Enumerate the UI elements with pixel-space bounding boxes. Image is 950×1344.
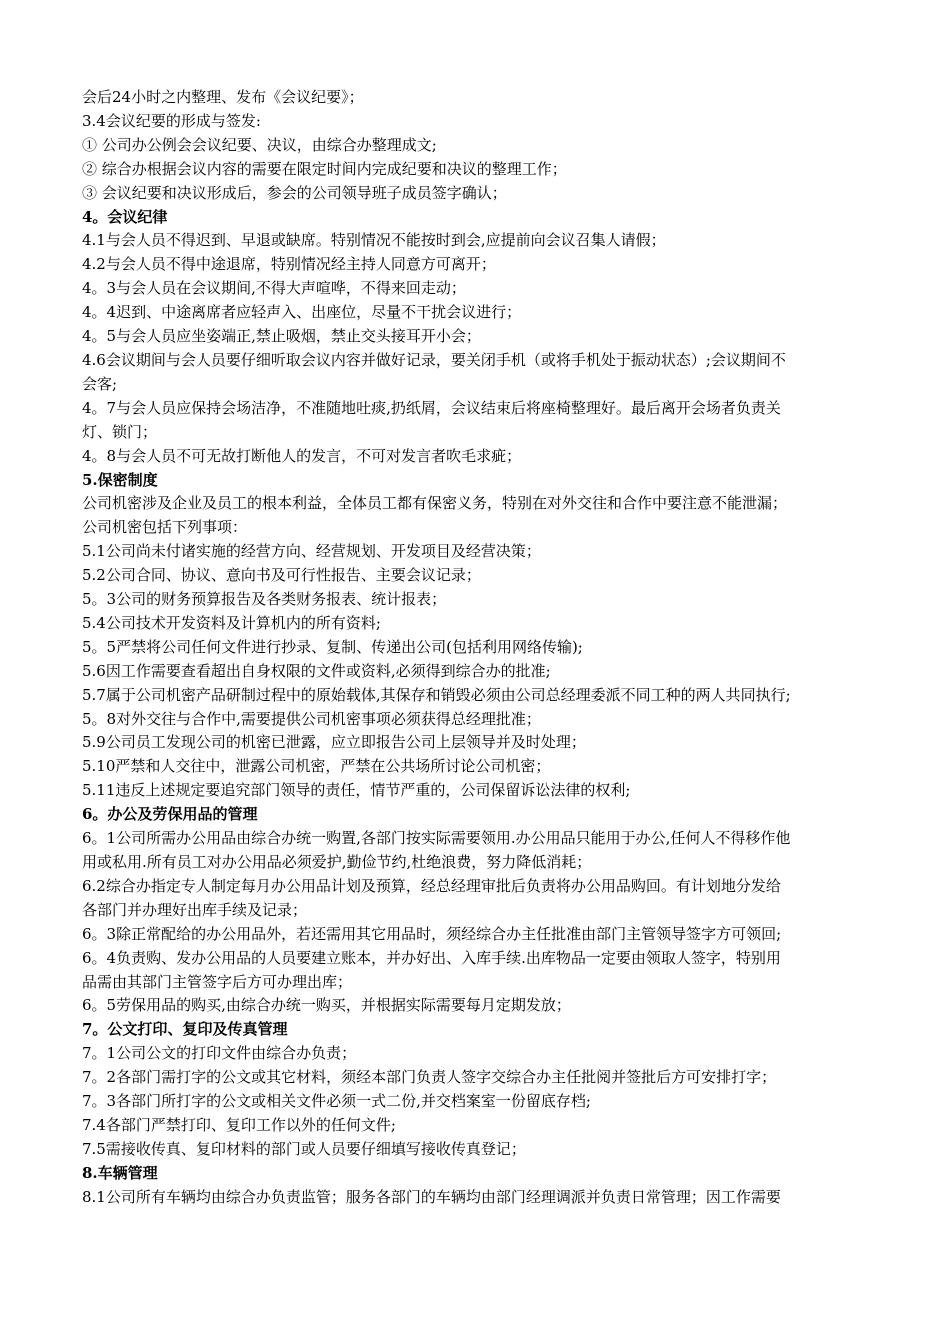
text-line: ① 公司办公例会会议纪要、决议，由综合办整理成文; bbox=[82, 135, 437, 154]
text-line: 5.10严禁和人交往中，泄露公司机密，严禁在公共场所讨论公司机密； bbox=[82, 757, 551, 776]
text-line: 5.11违反上述规定要追究部门领导的责任，情节严重的，公司保留诉讼法律的权利; bbox=[82, 781, 631, 800]
text-line: 公司机密包括下列事项： bbox=[82, 518, 248, 537]
document-page bbox=[82, 86, 874, 1210]
text-line: 5.1公司尚未付诸实施的经营方向、经营规划、开发项目及经营决策； bbox=[82, 542, 541, 561]
text-line: 5.9公司员工发现公司的机密已泄露，应立即报告公司上层领导并及时处理； bbox=[82, 733, 586, 752]
text-line: 4。4迟到、中途离席者应轻声入、出座位，尽量不干扰会议进行； bbox=[82, 303, 522, 322]
text-line: 6。3除正常配给的办公用品外，若还需用其它用品时，须经综合办主任批准由部门主管领导签字方可领回; bbox=[82, 924, 782, 943]
text-line: 6。5劳保用品的购买,由综合办统一购买，并根据实际需要每月定期发放； bbox=[82, 996, 571, 1015]
text-line: 用或私用.所有员工对办公用品必须爱护,勤俭节约,杜绝浪费，努力降低消耗； bbox=[82, 853, 592, 871]
text-line: 4.6会议期间与会人员要仔细听取会议内容并做好记录，要关闭手机（或将手机处于振动状态）;会议期间不 bbox=[82, 350, 786, 369]
text-line: 7。3各部门所打字的公文或相关文件必须一式二份,并交档案室一份留底存档; bbox=[82, 1092, 591, 1111]
section-heading: 8.车辆管理 bbox=[82, 1163, 158, 1182]
text-line: 4。8与会人员不可无故打断他人的发言，不可对发言者吹毛求疵； bbox=[82, 446, 522, 465]
text-line: 会后24小时之内整理、发布《会议纪要》； bbox=[82, 88, 364, 106]
section-heading: 7。公文打印、复印及传真管理 bbox=[82, 1020, 288, 1039]
text-line: 7.4各部门严禁打印、复印工作以外的任何文件; bbox=[82, 1115, 396, 1134]
text-line: 6。4负责购、发办公用品的人员要建立账本，并办好出、入库手续.出库物品一定要由领取人签字，特别用 bbox=[82, 948, 781, 967]
text-line: 品需由其部门主管签字后方可办理出库； bbox=[82, 972, 353, 991]
text-line: 6.2综合办指定专人制定每月办公用品计划及预算，经总经理审批后负责将办公用品购回。有计划地分发给 bbox=[82, 876, 781, 895]
text-line: 灯、锁门； bbox=[82, 422, 158, 441]
text-line: 会客; bbox=[82, 374, 118, 393]
text-line: 7。1公司公文的打印文件由综合办负责； bbox=[82, 1044, 357, 1063]
section-heading: 6。办公及劳保用品的管理 bbox=[82, 805, 258, 824]
text-line: 5。3公司的财务预算报告及各类财务报表、统计报表； bbox=[82, 590, 447, 609]
section-heading: 5.保密制度 bbox=[82, 470, 158, 489]
text-line: 5.4公司技术开发资料及计算机内的所有资料; bbox=[82, 613, 381, 632]
section-heading: 4。会议纪律 bbox=[82, 207, 168, 226]
text-line: 8.1公司所有车辆均由综合办负责监管；服务各部门的车辆均由部门经理调派并负责日常管理；因工作需要 bbox=[82, 1187, 781, 1206]
text-line: 7.5需接收传真、复印材料的部门或人员要仔细填写接收传真登记； bbox=[82, 1139, 526, 1158]
text-line: 5。5严禁将公司任何文件进行抄录、复制、传递出公司(包括利用网络传输); bbox=[82, 637, 583, 656]
text-line: 5。8对外交往与合作中,需要提供公司机密事项必须获得总经理批准； bbox=[82, 709, 541, 728]
text-line: 4。3与会人员在会议期间,不得大声喧哗，不得来回走动； bbox=[82, 279, 466, 298]
text-line: 公司机密涉及企业及员工的根本利益，全体员工都有保密义务，特别在对外交往和合作中要注意不能泄漏； bbox=[82, 494, 788, 513]
text-line: 3.4会议纪要的形成与签发: bbox=[82, 111, 261, 130]
text-line: 4。7与会人员应保持会场洁净，不准随地吐痰,扔纸屑，会议结束后将座椅整理好。最后离开会场者负责关 bbox=[82, 398, 781, 417]
text-line: ③ 会议纪要和决议形成后，参会的公司领导班子成员签字确认； bbox=[82, 183, 507, 202]
text-line: 4。5与会人员应坐姿端正,禁止吸烟，禁止交头接耳开小会； bbox=[82, 327, 481, 346]
text-line: 5.6因工作需要查看超出自身权限的文件或资料,必须得到综合办的批准; bbox=[82, 661, 551, 680]
text-line: ② 综合办根据会议内容的需要在限定时间内完成纪要和决议的整理工作； bbox=[82, 159, 567, 178]
text-line: 6。1公司所需办公用品由综合办统一购置,各部门按实际需要领用.办公用品只能用于办公,任何人不得移作他 bbox=[82, 829, 791, 848]
text-line: 各部门并办理好出库手续及记录； bbox=[82, 900, 308, 919]
text-line: 4.2与会人员不得中途退席，特别情况经主持人同意方可离开； bbox=[82, 255, 496, 274]
text-line: 7。2各部门需打字的公文或其它材料，须经本部门负责人签字交综合办主任批阅并签批后方可安排打字； bbox=[82, 1068, 777, 1087]
text-line: 4.1与会人员不得迟到、早退或缺席。特别情况不能按时到会,应提前向会议召集人请假； bbox=[82, 231, 666, 250]
text-line: 5.7属于公司机密产品研制过程中的原始载体,其保存和销毁必须由公司总经理委派不同工种的两人共同执行; bbox=[82, 685, 791, 704]
text-line: 5.2公司合同、协议、意向书及可行性报告、主要会议记录； bbox=[82, 566, 481, 585]
